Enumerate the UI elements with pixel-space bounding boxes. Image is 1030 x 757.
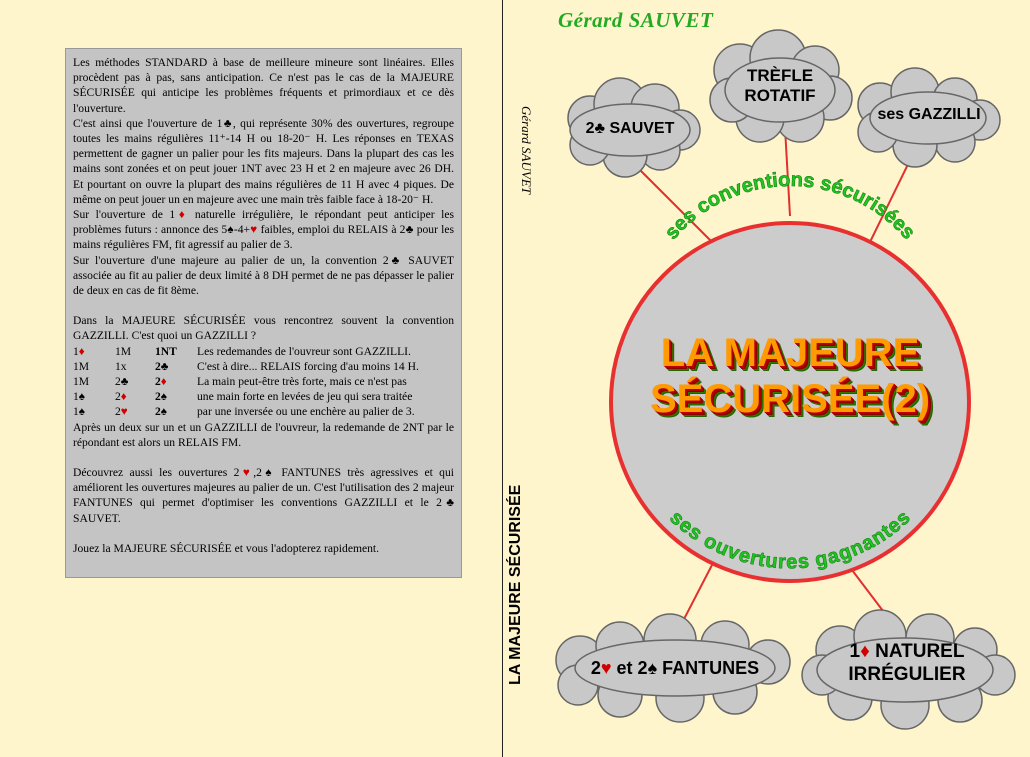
bid-cell: 2♣ [115,375,129,389]
cloud-label-text: TRÈFLE [746,66,814,85]
bid-cell: 1M [73,375,90,389]
bid-cell: 1♠ [73,405,85,419]
red-suit-symbol: ♥ [239,466,254,480]
bidding-table [73,344,454,420]
bid-cell: Les redemandes de l'ouvreur sont GAZZILLI. [197,344,411,358]
arc-text-top: ses conventions sécurisées [660,168,920,244]
cloud-label-gazzilli [866,104,992,126]
red-suit-symbol: ♦ [78,344,85,358]
red-suit-symbol: ♦ [175,208,189,222]
book-title-line-1: LA MAJEURE [660,331,920,375]
cloud-label-text: ROTATIF [744,86,816,105]
bid-cell: 2♦ [155,375,167,389]
paragraph-3: Sur l'ouverture de 1♦ naturelle irrégulière, le répondant peut anticiper les problèmes futurs : annonce des 5♠-4+♥ faibles, emploi du RELAIS à 2♣ pour les mains régulières FM, fit agressif au palier de 3. [73,208,454,252]
back-cover-text [65,48,462,578]
bid-cell: 2♦ [115,390,127,404]
red-suit-symbol: ♦ [860,641,870,662]
cloud-label-text: 2♥ et 2♠ FANTUNES [590,658,760,678]
cloud-label-sauvet [560,118,700,140]
book-title [640,330,940,422]
cloud-label-naturel [822,640,992,686]
arc-text-bottom: ses ouvertures gagnantes [665,506,915,574]
paragraph-8: Jouez la MAJEURE SÉCURISÉE et vous l'adopterez rapidement. [73,541,380,555]
paragraph-2: C'est ainsi que l'ouverture de 1♣, qui représente 30% des ouvertures, regroupe toutes les mains régulières 11⁺-14 H ou 18-20⁻ H. Les réponses en TEXAS permettent de gagner un palier pour les fits majeurs. Dans la plupart des cas les mains sont zonées et on peut jouer 1NT avec 23 H et 2 en majeure avec 26 DH. Et pourtant on ouvre la plupart des mains régulières de 11 H avec 4 piques. De même on peut jouer un en majeure avec une main très faible face à 18-20⁻ H. [73,116,454,206]
red-suit-symbol: ♦ [160,375,167,389]
bid-cell: 2♠ [155,390,167,404]
spine-author: Gérard SAUVET [519,106,534,194]
red-suit-symbol: ♥ [600,658,612,678]
bid-cell: C'est à dire... RELAIS forcing d'au moins 14 H. [197,359,419,373]
bid-cell: 1M [73,359,90,373]
bid-cell: 2♠ [155,405,167,419]
book-title-line-2: SÉCURISÉE(2) [649,377,931,421]
bid-cell: 1M [115,344,132,358]
bid-cell: La main peut-être très forte, mais ce n'est pas [197,375,407,389]
paragraph-5: Dans la MAJEURE SÉCURISÉE vous rencontrez souvent la convention GAZZILLI. C'est quoi un GAZZILLI ? [73,314,454,343]
red-suit-symbol: ♥ [120,405,128,419]
cloud-label-text: ses GAZZILLI [877,106,981,123]
front-author: Gérard SAUVET [558,8,714,32]
bid-cell: 2♥ [115,405,128,419]
bid-cell: par une inversée ou une enchère au palier de 3. [197,405,415,419]
red-suit-symbol: ♦ [120,390,127,404]
paragraph-6: Après un deux sur un et un GAZZILLI de l'ouvreur, la redemande de 2NT par le répondant est alors un RELAIS FM. [73,420,454,449]
bid-cell: 1NT [155,344,177,358]
cloud-label-text: 1♦ NATUREL [849,641,965,662]
cloud-label-trefle [720,66,840,106]
paragraph-7: Découvrez aussi les ouvertures 2♥,2♠ FANTUNES très agressives et qui améliorent les ouvertures majeures au palier de un. C'est l'utilisation des 2 majeur FANTUNES qui permet d'optimiser les conventions GAZZILLI et le 2♣ SAUVET. [73,466,454,525]
bid-cell: une main forte en levées de jeu qui sera traitée [197,390,413,404]
bid-cell: 1x [115,359,127,373]
cloud-label-text: 2♣ SAUVET [585,120,675,137]
cloud-label-text: IRRÉGULIER [848,664,966,685]
paragraph-4: Sur l'ouverture d'une majeure au palier de un, la convention 2♣ SAUVET associée au fit au palier de deux limité à 8 DH permet de ne pas dépasser le palier de deux en cas de fit 8ème. [73,253,454,298]
bid-cell: 1♦ [73,344,85,358]
bid-cell: 2♣ [155,359,169,373]
paragraph-1: Les méthodes STANDARD à base de meilleure mineure sont linéaires. Elles procèdent pas à pas, sans anticipation. Ce n'est pas le cas de la MAJEURE SÉCURISÉE qui anticipe les problèmes fréquents et primordiaux et ce dès l'ouverture. [73,56,454,115]
spine-title: LA MAJEURE SÉCURISÉE [507,484,524,686]
bid-cell: 1♠ [73,390,85,404]
cloud-label-fantunes [570,657,780,679]
red-suit-symbol: ♥ [250,223,258,237]
